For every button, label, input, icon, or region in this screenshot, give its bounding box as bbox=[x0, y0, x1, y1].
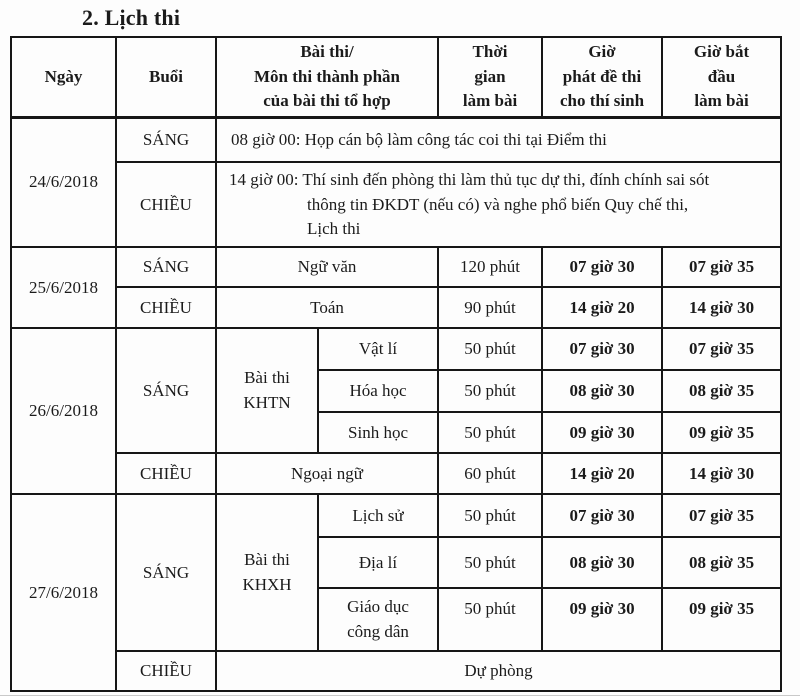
table-row bbox=[11, 287, 781, 328]
subject-cell: Địa lí bbox=[318, 537, 438, 588]
exam-cell: Toán bbox=[216, 287, 438, 328]
note-cell: 08 giờ 00: Họp cán bộ làm công tác coi thi tại Điểm thi bbox=[216, 117, 781, 162]
start-time-cell: 14 giờ 30 bbox=[662, 287, 781, 328]
handout-time-cell: 07 giờ 30 bbox=[542, 328, 662, 370]
session-cell: SÁNG bbox=[116, 328, 216, 453]
duration-cell: 90 phút bbox=[438, 287, 542, 328]
date-cell: 27/6/2018 bbox=[11, 494, 116, 691]
header-start-time: Giờ bắt đầu làm bài bbox=[662, 37, 781, 117]
page-title: 2. Lịch thi bbox=[82, 5, 181, 30]
table-row bbox=[11, 247, 781, 287]
duration-cell: 50 phút bbox=[438, 494, 542, 537]
table-row bbox=[11, 328, 781, 370]
duration-cell: 50 phút bbox=[438, 588, 542, 651]
handout-time-cell: 08 giờ 30 bbox=[542, 537, 662, 588]
header-session: Buổi bbox=[116, 37, 216, 117]
date-cell: 25/6/2018 bbox=[11, 247, 116, 328]
exam-cell: Ngoại ngữ bbox=[216, 453, 438, 494]
table-row bbox=[11, 651, 781, 691]
start-time-cell: 09 giờ 35 bbox=[662, 588, 781, 651]
header-date: Ngày bbox=[11, 37, 116, 117]
session-cell: CHIỀU bbox=[116, 162, 216, 247]
table-row bbox=[11, 494, 781, 537]
session-cell: CHIỀU bbox=[116, 287, 216, 328]
exam-group-cell: Bài thi KHXH bbox=[216, 494, 318, 651]
start-time-cell: 14 giờ 30 bbox=[662, 453, 781, 494]
table-row bbox=[11, 117, 781, 162]
header-exam: Bài thi/ Môn thi thành phần của bài thi tổ hợp bbox=[216, 37, 438, 117]
header-handout-time: Giờ phát đề thi cho thí sinh bbox=[542, 37, 662, 117]
session-cell: CHIỀU bbox=[116, 453, 216, 494]
exam-cell: Ngữ văn bbox=[216, 247, 438, 287]
start-time-cell: 08 giờ 35 bbox=[662, 537, 781, 588]
handout-time-cell: 14 giờ 20 bbox=[542, 453, 662, 494]
header-row bbox=[11, 37, 781, 117]
handout-time-cell: 09 giờ 30 bbox=[542, 588, 662, 651]
handout-time-cell: 14 giờ 20 bbox=[542, 287, 662, 328]
start-time-cell: 08 giờ 35 bbox=[662, 370, 781, 412]
handout-time-cell: 07 giờ 30 bbox=[542, 247, 662, 287]
start-time-cell: 09 giờ 35 bbox=[662, 412, 781, 453]
duration-cell: 120 phút bbox=[438, 247, 542, 287]
header-duration: Thời gian làm bài bbox=[438, 37, 542, 117]
start-time-cell: 07 giờ 35 bbox=[662, 328, 781, 370]
start-time-cell: 07 giờ 35 bbox=[662, 247, 781, 287]
session-cell: SÁNG bbox=[116, 494, 216, 651]
note-cell: 14 giờ 00: Thí sinh đến phòng thi làm thủ tục dự thi, đính chính sai sót thông tin ĐKDT (nếu có) và nghe phổ biến Quy chế thi, Lịch thi bbox=[216, 162, 781, 247]
subject-cell: Vật lí bbox=[318, 328, 438, 370]
date-cell: 26/6/2018 bbox=[11, 328, 116, 494]
note-cell: Dự phòng bbox=[216, 651, 781, 691]
table-row bbox=[11, 453, 781, 494]
subject-cell: Sinh học bbox=[318, 412, 438, 453]
table-row bbox=[11, 162, 781, 247]
session-cell: SÁNG bbox=[116, 247, 216, 287]
exam-group-cell: Bài thi KHTN bbox=[216, 328, 318, 453]
duration-cell: 60 phút bbox=[438, 453, 542, 494]
handout-time-cell: 07 giờ 30 bbox=[542, 494, 662, 537]
session-cell: CHIỀU bbox=[116, 651, 216, 691]
subject-cell: Giáo dục công dân bbox=[318, 588, 438, 651]
session-cell: SÁNG bbox=[116, 117, 216, 162]
subject-cell: Hóa học bbox=[318, 370, 438, 412]
subject-cell: Lịch sử bbox=[318, 494, 438, 537]
duration-cell: 50 phút bbox=[438, 537, 542, 588]
handout-time-cell: 09 giờ 30 bbox=[542, 412, 662, 453]
duration-cell: 50 phút bbox=[438, 370, 542, 412]
duration-cell: 50 phút bbox=[438, 412, 542, 453]
handout-time-cell: 08 giờ 30 bbox=[542, 370, 662, 412]
start-time-cell: 07 giờ 35 bbox=[662, 494, 781, 537]
date-cell: 24/6/2018 bbox=[11, 117, 116, 247]
exam-schedule-table bbox=[10, 36, 782, 692]
duration-cell: 50 phút bbox=[438, 328, 542, 370]
